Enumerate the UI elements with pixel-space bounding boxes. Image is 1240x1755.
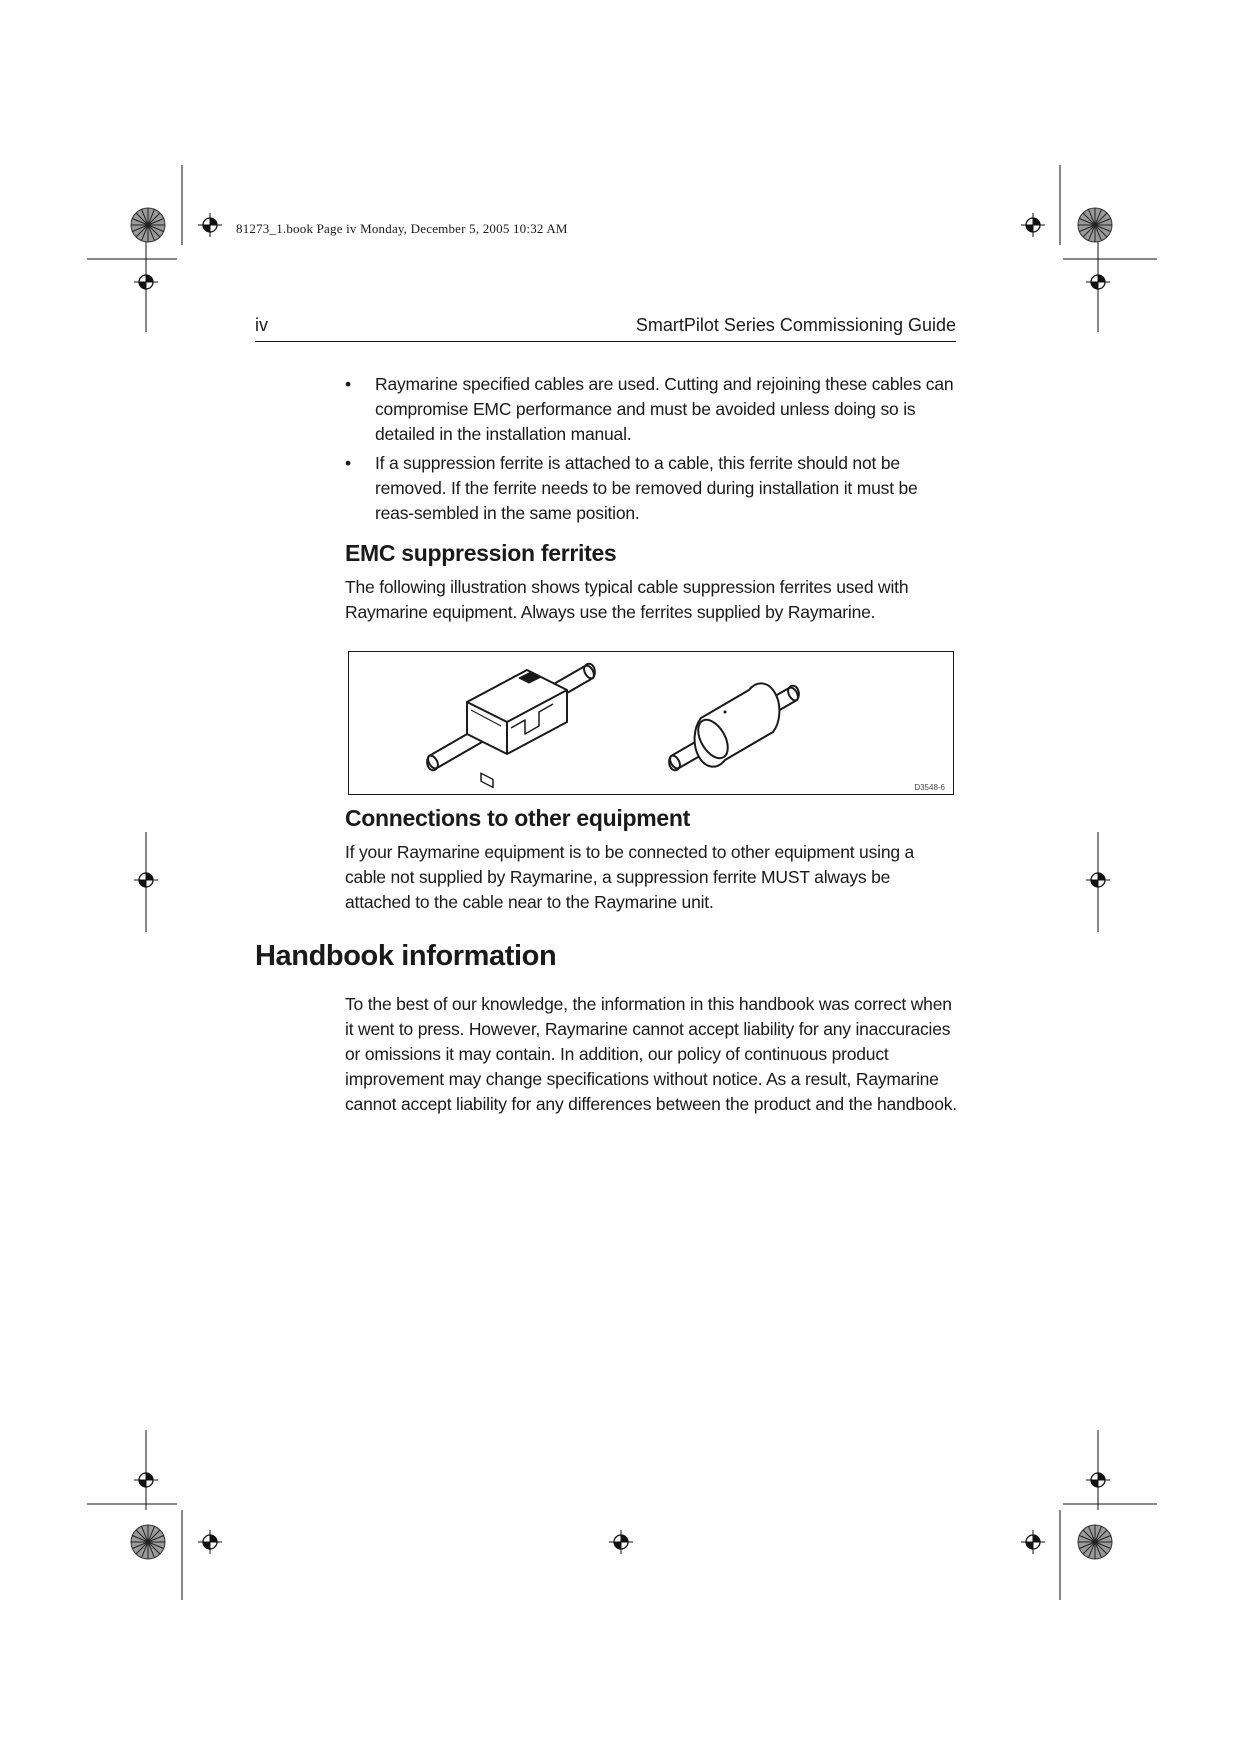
list-item-text: If a suppression ferrite is attached to a cable, this ferrite should not be removed. If the ferrite needs to be removed during installation it must be reas-sembled in the same position. bbox=[375, 453, 918, 523]
emc-heading: EMC suppression ferrites bbox=[345, 540, 617, 566]
emc-paragraph: The following illustration shows typical cable suppression ferrites used with Raymarine equipment. Always use the ferrites supplied by Raymarine. bbox=[345, 577, 909, 622]
book-slug-line: 81273_1.book Page iv Monday, December 5, 2005 10:32 AM bbox=[236, 221, 568, 236]
handbook-heading: Handbook information bbox=[255, 940, 557, 972]
bullet-marker: • bbox=[345, 453, 351, 473]
connections-paragraph: If your Raymarine equipment is to be connected to other equipment using a cable not supplied by Raymarine, a suppression ferrite MUST always be attached to the cable near to the Raymarine unit. bbox=[345, 842, 915, 912]
header-rule bbox=[255, 341, 956, 342]
ferrites-drawing bbox=[349, 652, 952, 793]
connections-heading: Connections to other equipment bbox=[345, 805, 690, 831]
list-item-text: Raymarine specified cables are used. Cutting and rejoining these cables can compromise EMC performance and must be avoided unless doing so is detailed in the installation manual. bbox=[375, 374, 954, 444]
bullet-marker: • bbox=[345, 374, 351, 394]
requirements-list bbox=[345, 372, 957, 530]
list-item bbox=[345, 451, 957, 526]
ferrite-illustration bbox=[348, 651, 954, 795]
running-title: SmartPilot Series Commissioning Guide bbox=[635, 315, 956, 335]
list-item bbox=[345, 372, 957, 447]
page-number: iv bbox=[255, 315, 268, 335]
figure-code: D3548-6 bbox=[914, 783, 945, 792]
handbook-paragraph: To the best of our knowledge, the information in this handbook was correct when it went to press. However, Raymarine cannot accept liability for any inaccuracies or omissions it may contain. In addition, our policy of continuous product improvement may change specifications without notice. As a result, Raymarine cannot accept liability for any differences between the product and the handbook. bbox=[345, 994, 957, 1114]
